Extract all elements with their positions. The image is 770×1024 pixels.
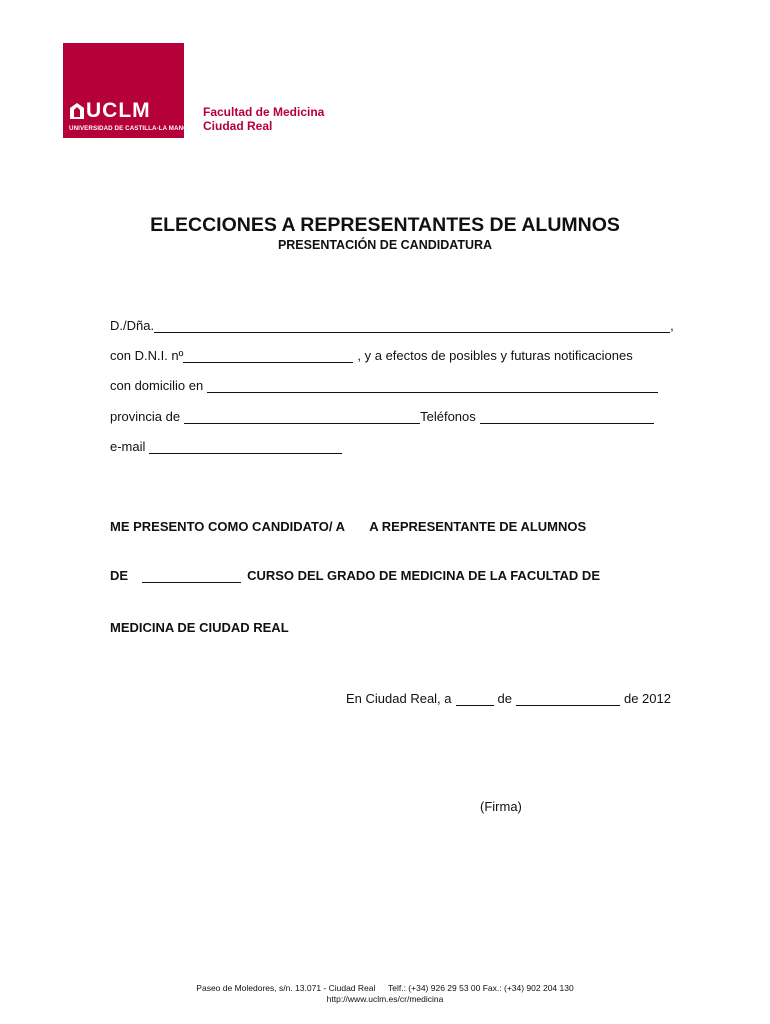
declaration-part-1: ME PRESENTO COMO CANDIDATO/ A [110, 519, 345, 534]
dni-suffix: , y a efectos de posibles y futuras notificaciones [357, 348, 633, 363]
address-field[interactable] [207, 378, 658, 393]
date-row [346, 691, 671, 706]
page-subtitle: PRESENTACIÓN DE CANDIDATURA [277, 238, 493, 252]
declaration-line-3: MEDICINA DE CIUDAD REAL [110, 620, 289, 635]
province-row [110, 409, 654, 424]
logo-university-name: UNIVERSIDAD DE CASTILLA-LA MANCHA [69, 125, 197, 132]
province-field[interactable] [184, 409, 420, 424]
dni-row [110, 348, 633, 363]
address-label: con domicilio en [110, 378, 204, 393]
email-label: e-mail [110, 439, 146, 454]
footer-address: Paseo de Moledores, s/n. 13.071 - Ciudad Real [196, 983, 376, 993]
declaration-line-1 [110, 519, 586, 534]
email-field[interactable] [149, 439, 342, 454]
declaration-part-2: A REPRESENTANTE DE ALUMNOS [369, 519, 587, 534]
declaration-line-2 [110, 568, 600, 583]
name-row [110, 318, 674, 333]
footer-contact [0, 983, 770, 993]
email-row [110, 439, 342, 454]
name-field[interactable] [154, 318, 670, 333]
page-title: ELECCIONES A REPRESENTANTES DE ALUMNOS [150, 214, 620, 236]
phone-label: Teléfonos [420, 409, 476, 424]
province-label: provincia de [110, 409, 181, 424]
dni-label: con D.N.I. nº [110, 348, 184, 363]
faculty-line-2: Ciudad Real [203, 119, 273, 133]
phone-field[interactable] [480, 409, 654, 424]
footer-url[interactable]: http://www.uclm.es/cr/medicina [326, 994, 444, 1004]
logo-wordmark: UCLM [86, 99, 151, 122]
dni-field[interactable] [183, 348, 353, 363]
date-suffix: de 2012 [623, 691, 671, 706]
declaration-de: DE [110, 568, 129, 583]
month-field[interactable] [516, 691, 620, 706]
day-field[interactable] [456, 691, 494, 706]
name-end: , [670, 318, 674, 333]
date-prefix: En Ciudad Real, a [346, 691, 452, 706]
address-row [110, 378, 658, 393]
logo-emblem-icon [70, 103, 84, 119]
name-label: D./Dña. [110, 318, 155, 333]
signature-label: (Firma) [480, 799, 522, 814]
footer-phones: Telf.: (+34) 926 29 53 00 Fax.: (+34) 902 204 130 [387, 983, 574, 993]
uclm-logo [63, 43, 197, 138]
course-field[interactable] [142, 568, 241, 583]
faculty-name [203, 105, 324, 133]
declaration-course-text: CURSO DEL GRADO DE MEDICINA DE LA FACULTAD DE [247, 568, 600, 583]
faculty-line-1: Facultad de Medicina [203, 105, 325, 119]
date-de: de [497, 691, 512, 706]
